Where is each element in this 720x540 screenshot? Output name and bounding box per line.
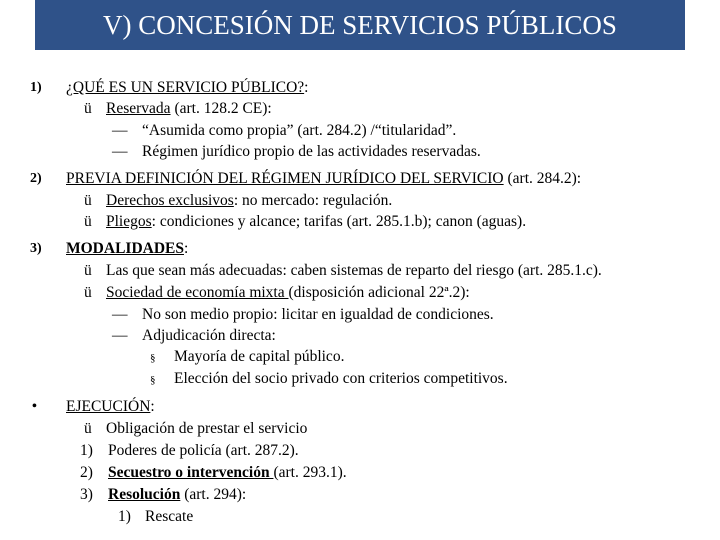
section-4-check-1-text: Obligación de prestar el servicio <box>106 420 308 437</box>
check-icon: ü <box>84 100 92 117</box>
dash-icon: — <box>112 143 128 160</box>
section-4-item-3-marker: 3) <box>80 486 93 503</box>
section-1-heading-tail: : <box>304 79 309 96</box>
section-3-sq-2-text: Elección del socio privado con criterios competitivos. <box>174 370 508 387</box>
section-3-dash-2 <box>112 326 276 346</box>
section-1-dash-2-text: Régimen jurídico propio de las actividades reservadas. <box>142 143 481 160</box>
check-icon: ü <box>84 284 92 301</box>
section-4-heading-line <box>66 397 155 417</box>
dash-icon: — <box>112 122 128 139</box>
section-4-heading: EJECUCIÓN <box>66 398 151 415</box>
check-icon: ü <box>84 262 92 279</box>
page-title: V) CONCESIÓN DE SERVICIOS PÚBLICOS <box>35 0 685 50</box>
section-2-item-1-rest: : no mercado: regulación. <box>233 192 393 209</box>
section-4-item-2-label: Secuestro o intervención <box>108 464 274 481</box>
section-4-item-2-marker: 2) <box>80 464 93 481</box>
section-2-item-2 <box>84 212 526 232</box>
section-1-dash-1-text: “Asumida como propia” (art. 284.2) /“titularidad”. <box>142 122 457 139</box>
section-3-item-2-rest: (disposición adicional 22ª.2): <box>288 284 470 301</box>
section-3-item-2-label: Sociedad de economía mixta <box>106 284 289 301</box>
section-1-heading: ¿QUÉ ES UN SERVICIO PÚBLICO? <box>66 79 305 96</box>
section-2-item-1 <box>84 191 392 211</box>
check-icon: ü <box>84 192 92 209</box>
section-4-subitem-1-marker: 1) <box>118 508 131 525</box>
section-3-heading: MODALIDADES <box>66 240 184 257</box>
section-1-item-1 <box>84 99 272 119</box>
check-icon: ü <box>84 213 92 230</box>
section-4-check-1 <box>84 419 307 439</box>
section-3-marker: 3) <box>30 241 42 256</box>
section-4-item-1-marker: 1) <box>80 442 93 459</box>
section-2-item-2-rest: : condiciones y alcance; tarifas (art. 285.1.b); canon (aguas). <box>151 213 527 230</box>
section-1-marker: 1) <box>30 80 42 95</box>
section-1-dash-2 <box>112 142 481 162</box>
section-3-item-1-text: Las que sean más adecuadas: caben sistemas de reparto del riesgo (art. 285.1.c). <box>106 262 602 279</box>
section-3-item-2 <box>84 283 470 303</box>
section-2-heading-line <box>66 169 581 189</box>
section-3-dash-1-text: No son medio propio: licitar en igualdad de condiciones. <box>142 306 494 323</box>
section-3-dash-1 <box>112 305 494 325</box>
section-1-item-1-rest: (art. 128.2 CE): <box>170 100 272 117</box>
section-3-heading-tail: : <box>183 240 189 257</box>
section-1-item-1-label: Reservada <box>106 100 171 117</box>
section-3-heading-line <box>66 239 188 259</box>
section-2-marker: 2) <box>30 171 42 186</box>
section-4-item-2 <box>80 463 347 483</box>
section-4-subitem-1 <box>118 507 193 527</box>
dash-icon: — <box>112 327 128 344</box>
section-4-item-3 <box>80 485 246 505</box>
section-3-dash-2-text: Adjudicación directa: <box>142 327 276 344</box>
section-3-sq-2 <box>150 369 508 390</box>
check-icon: ü <box>84 420 92 437</box>
section-2-item-1-label: Derechos exclusivos <box>106 192 234 209</box>
section-3-sq-1 <box>150 347 344 368</box>
section-4-item-1-text: Poderes de policía (art. 287.2). <box>108 442 299 459</box>
section-4-item-1 <box>80 441 299 461</box>
section-2-heading: PREVIA DEFINICIÓN DEL RÉGIMEN JURÍDICO DEL SERVICIO <box>66 170 504 187</box>
square-bullet-icon: § <box>150 374 156 386</box>
dash-icon: — <box>112 306 128 323</box>
section-1-dash-1 <box>112 121 456 141</box>
section-3-sq-1-text: Mayoría de capital público. <box>174 348 345 365</box>
section-4-item-3-rest: (art. 294): <box>180 486 247 503</box>
section-4-item-3-label: Resolución <box>108 486 181 503</box>
section-2-heading-tail: (art. 284.2): <box>503 170 582 187</box>
section-4-item-2-rest: (art. 293.1). <box>273 464 347 481</box>
section-4-heading-tail: : <box>150 398 155 415</box>
section-1-heading-line <box>66 78 308 98</box>
square-bullet-icon: § <box>150 352 156 364</box>
section-4-marker: • <box>32 399 37 414</box>
section-4-subitem-1-text: Rescate <box>145 508 194 525</box>
section-2-item-2-label: Pliegos <box>106 213 152 230</box>
section-3-item-1 <box>84 261 602 281</box>
